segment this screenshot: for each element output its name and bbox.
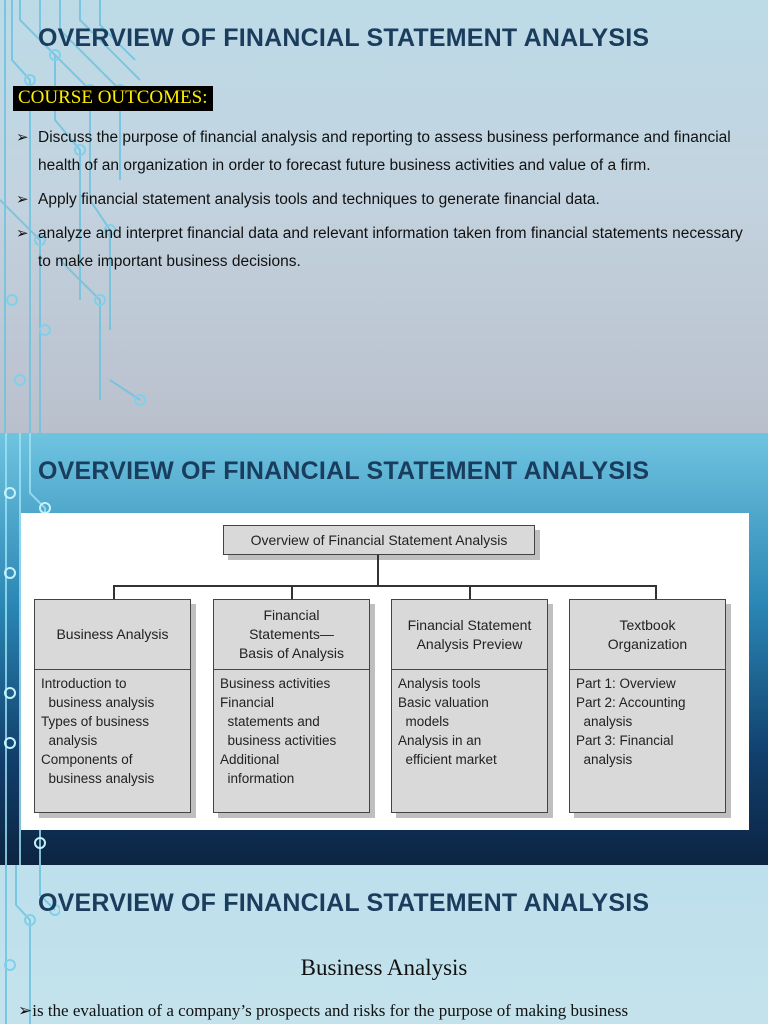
connector-line <box>113 585 115 599</box>
list-item: Part 1: Overview <box>576 676 676 691</box>
list-item: business activities <box>220 733 337 748</box>
list-item: business analysis <box>41 695 155 710</box>
list-item: Components of <box>41 752 133 767</box>
diagram-column-business-analysis <box>34 599 191 813</box>
list-item: analysis <box>576 714 633 729</box>
list-item: Basic valuation <box>398 695 489 710</box>
outcomes-list <box>16 124 756 282</box>
arrowhead-bullet-icon: ➢ <box>16 129 29 146</box>
list-item: ➢ Discuss the purpose of financial analysis and reporting to assess business performance and financial health of an organization in order to forecast future business activities and value of a firm. <box>16 124 756 180</box>
column-items <box>214 670 369 792</box>
connector-line <box>469 585 471 599</box>
diagram-column-textbook-organization <box>569 599 726 813</box>
list-item: ➢ analyze and interpret financial data and relevant information taken from financial statements necessary to make important business decisions. <box>16 220 756 276</box>
slide-title: OVERVIEW OF FINANCIAL STATEMENT ANALYSIS <box>38 24 650 52</box>
list-item: Part 3: Financial <box>576 733 674 748</box>
column-head: Business Analysis <box>35 600 190 670</box>
diagram-root-box: Overview of Financial Statement Analysis <box>223 525 535 555</box>
list-item: Analysis tools <box>398 676 481 691</box>
slide-course-outcomes <box>0 0 768 433</box>
column-items <box>35 670 190 792</box>
overview-diagram <box>21 513 749 830</box>
connector-line <box>655 585 657 599</box>
arrowhead-bullet-icon: ➢ <box>16 191 29 208</box>
list-item: Additional <box>220 752 280 767</box>
definition-bullet: ➢is the evaluation of a company’s prospects and risks for the purpose of making business <box>18 1001 629 1020</box>
column-head: Financial Statement Analysis Preview <box>392 600 547 670</box>
section-subtitle: Business Analysis <box>300 955 468 980</box>
arrowhead-bullet-icon: ➢ <box>18 1001 33 1020</box>
course-outcomes-label: COURSE OUTCOMES: <box>13 86 213 111</box>
slide-business-analysis <box>0 865 768 1024</box>
arrowhead-bullet-icon: ➢ <box>16 225 29 242</box>
list-item: models <box>398 714 450 729</box>
connector-line <box>291 585 293 599</box>
list-item: analysis <box>41 733 98 748</box>
list-item: Types of business <box>41 714 150 729</box>
list-item: Business activities <box>220 676 331 691</box>
connector-line <box>377 555 379 587</box>
column-head: Textbook Organization <box>570 600 725 670</box>
list-item: Financial <box>220 695 275 710</box>
list-item: Analysis in an <box>398 733 482 748</box>
diagram-column-analysis-preview <box>391 599 548 813</box>
list-item: information <box>220 771 295 786</box>
list-item: ➢ Apply financial statement analysis tools and techniques to generate financial data. <box>16 186 756 214</box>
list-item: business analysis <box>41 771 155 786</box>
diagram-column-financial-statements <box>213 599 370 813</box>
slide-overview-diagram <box>0 433 768 865</box>
slide-title: OVERVIEW OF FINANCIAL STATEMENT ANALYSIS <box>38 457 650 485</box>
list-item: Introduction to <box>41 676 127 691</box>
slide-title: OVERVIEW OF FINANCIAL STATEMENT ANALYSIS <box>38 889 650 917</box>
column-items <box>392 670 547 773</box>
list-item: Part 2: Accounting <box>576 695 686 710</box>
list-item: efficient market <box>398 752 497 767</box>
column-head: Financial Statements— Basis of Analysis <box>214 600 369 670</box>
list-item: analysis <box>576 752 633 767</box>
column-items <box>570 670 725 773</box>
list-item: statements and <box>220 714 320 729</box>
connector-line <box>113 585 657 587</box>
